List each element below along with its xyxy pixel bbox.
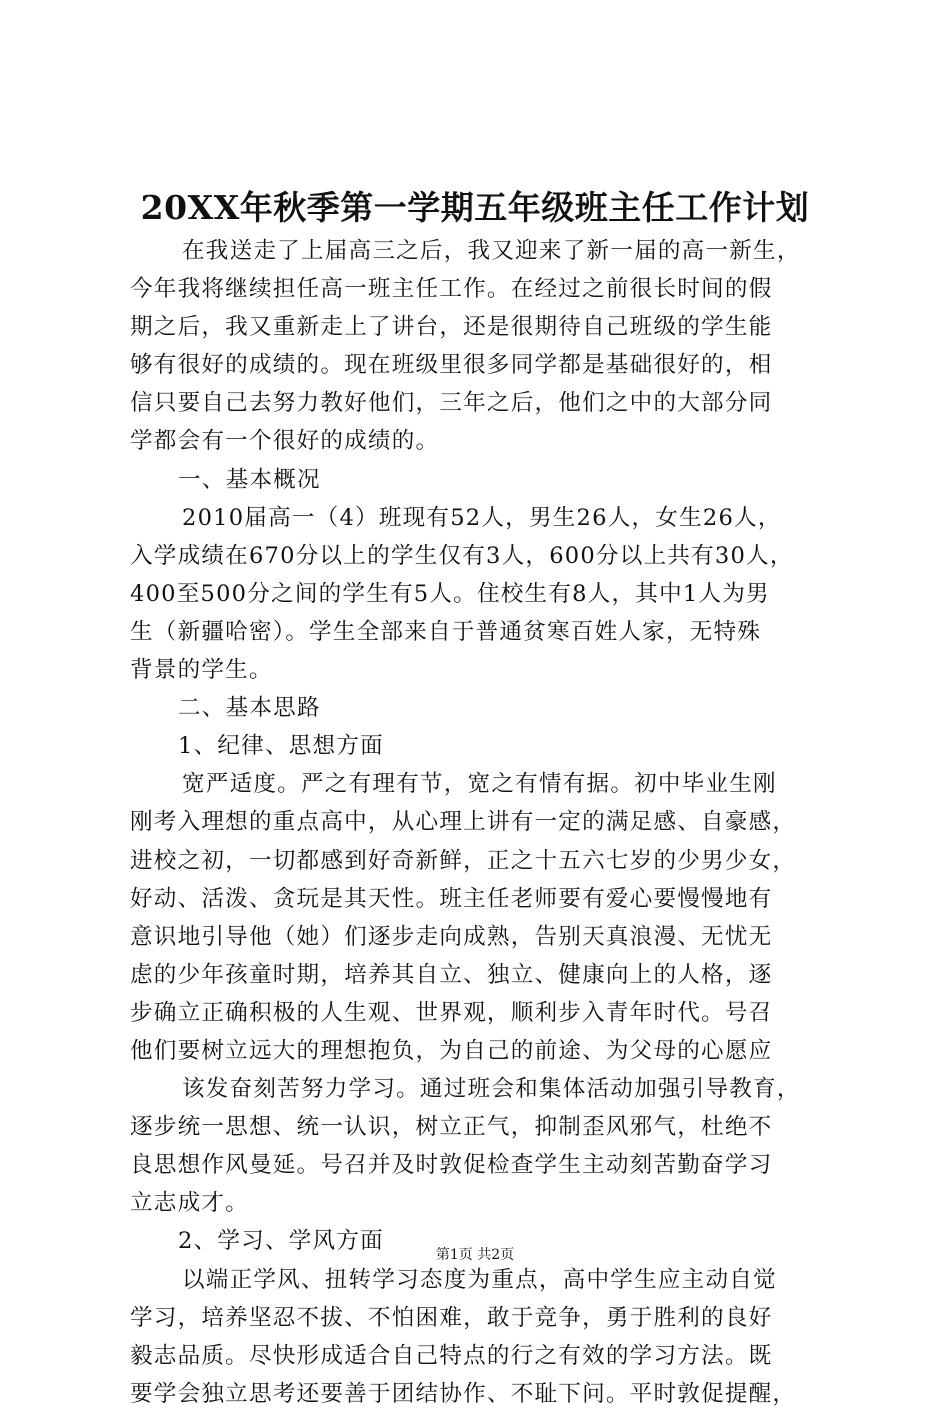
- text-line: 400至500分之间的学生有5人。住校生有8人，其中1人为男: [130, 580, 770, 607]
- text-line: 背景的学生。: [130, 657, 273, 684]
- text-line: 逐步统一思想、统一认识，树立正气，抑制歪风邪气，杜绝不: [130, 1114, 773, 1141]
- text-line: 期之后，我又重新走上了讲台，还是很期待自己班级的学生能: [130, 314, 773, 341]
- text-line: 二、基本思路: [178, 695, 321, 722]
- text-line: 他们要树立远大的理想抱负，为自己的前途、为父母的心愿应: [130, 1037, 773, 1064]
- text-line: 今年我将继续担任高一班主任工作。在经过之前很长时间的假: [130, 276, 773, 303]
- text-line: 够有很好的成绩的。现在班级里很多同学都是基础很好的，相: [130, 352, 773, 379]
- text-line: 入学成绩在670分以上的学生仅有3人，600分以上共有30人，: [130, 542, 794, 569]
- document-title: 20XX年秋季第一学期五年级班主任工作计划: [140, 188, 810, 227]
- text-line: 1、纪律、思想方面: [178, 733, 384, 760]
- text-line: 在我送走了上届高三之后，我又迎来了新一届的高一新生，: [182, 238, 801, 264]
- text-line: 刚考入理想的重点高中，从心理上讲有一定的满足感、自豪感，: [130, 809, 797, 836]
- text-line: 进校之初，一切都感到好奇新鲜，正之十五六七岁的少男少女，: [130, 847, 797, 874]
- text-line: 毅志品质。尽快形成适合自己特点的行之有效的学习方法。既: [130, 1342, 773, 1369]
- text-line: 要学会独立思考还要善于团结协作、不耻下问。平时敦促提醒，: [130, 1380, 797, 1407]
- text-line: 学都会有一个很好的成绩的。: [130, 428, 440, 455]
- text-line: 2、学习、学风方面: [178, 1228, 384, 1255]
- page-footer: 第1页 共2页: [435, 1247, 515, 1263]
- text-line: 立志成才。: [130, 1190, 249, 1217]
- text-line: 步确立正确积极的人生观、世界观，顺利步入青年时代。号召: [130, 999, 773, 1026]
- text-line: 好动、活泼、贪玩是其天性。班主任老师要有爱心要慢慢地有: [130, 885, 773, 912]
- text-line: 信只要自己去努力教好他们，三年之后，他们之中的大部分同: [130, 390, 773, 417]
- text-line: 2010届高一（4）班现有52人，男生26人，女生26人，: [182, 504, 782, 531]
- text-line: 意识地引导他（她）们逐步走向成熟，告别天真浪漫、无忧无: [130, 923, 773, 950]
- text-line: 虑的少年孩童时期，培养其自立、独立、健康向上的人格，逐: [130, 961, 773, 988]
- text-line: 宽严适度。严之有理有节，宽之有情有据。初中毕业生刚: [182, 771, 777, 798]
- text-line: 学习，培养坚忍不拔、不怕困难，敢于竞争，勇于胜利的良好: [130, 1304, 773, 1331]
- text-line: 一、基本概况: [178, 466, 321, 493]
- text-line: 良思想作风曼延。号召并及时敦促检查学生主动刻苦勤奋学习: [130, 1152, 773, 1179]
- text-line: 以端正学风、扭转学习态度为重点，高中学生应主动自觉: [182, 1266, 777, 1293]
- document-body: [130, 232, 840, 1413]
- text-line: 生（新疆哈密）。学生全部来自于普通贫寒百姓人家，无特殊: [130, 618, 762, 645]
- text-line: 该发奋刻苦努力学习。通过班会和集体活动加强引导教育，: [182, 1076, 801, 1103]
